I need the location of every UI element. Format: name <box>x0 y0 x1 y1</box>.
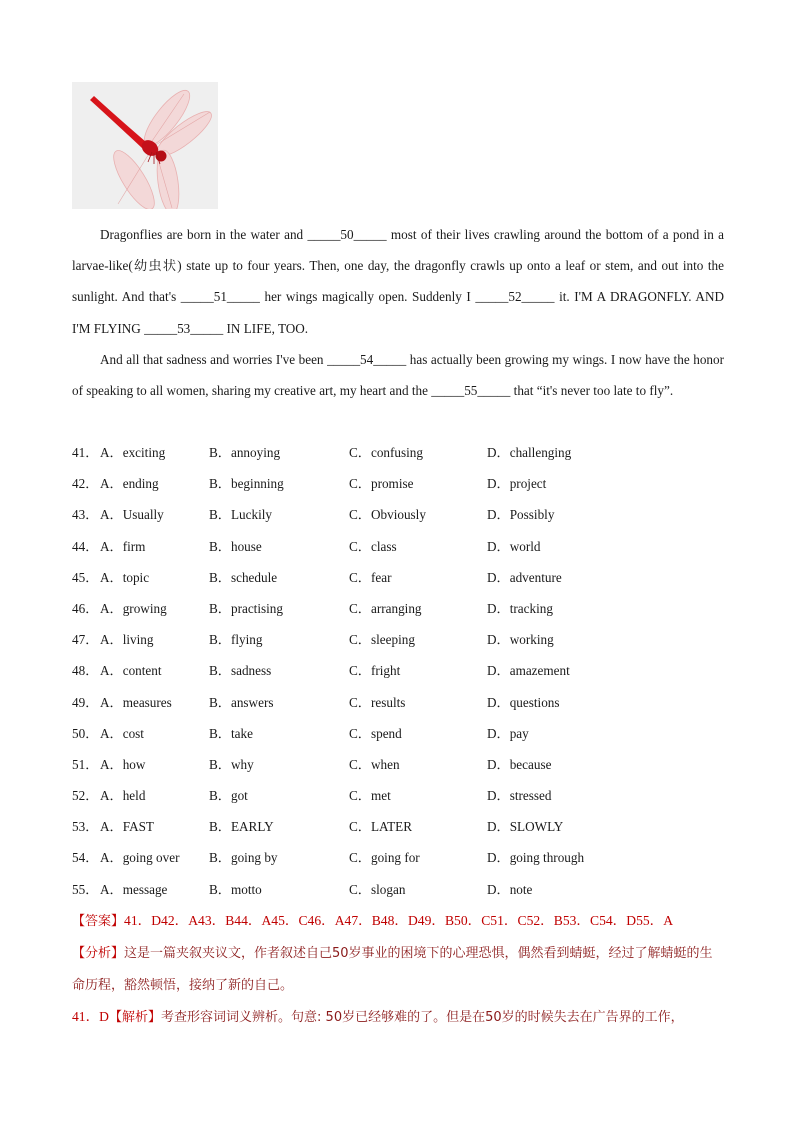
option-c: C．going for <box>349 850 420 866</box>
question-row <box>72 718 724 749</box>
option-d: D．world <box>487 538 541 554</box>
option-d: D．note <box>487 881 533 897</box>
question-row <box>72 562 724 593</box>
option-d: D．tracking <box>487 600 553 616</box>
option-b: B．sadness <box>209 663 272 679</box>
question-row <box>72 437 724 468</box>
option-b: B．flying <box>209 632 263 648</box>
option-a: A．held <box>100 788 146 804</box>
option-c: C．Obviously <box>349 507 426 523</box>
answer-line <box>72 905 724 937</box>
question-number: 48． <box>72 663 99 679</box>
option-c: C．met <box>349 788 391 804</box>
question-row <box>72 499 724 530</box>
option-c: C．promise <box>349 476 414 492</box>
question-number: 43． <box>72 507 99 523</box>
answer-section <box>72 905 724 1033</box>
question-number: 49． <box>72 694 99 710</box>
option-c: C．slogan <box>349 881 406 897</box>
question-row <box>72 811 724 842</box>
option-d: D．project <box>487 476 547 492</box>
question-number: 51． <box>72 756 99 772</box>
option-c: C．class <box>349 538 397 554</box>
analysis-paragraph <box>72 937 724 1001</box>
option-c: C．confusing <box>349 445 423 460</box>
dragonfly-illustration <box>72 82 218 209</box>
explanation-number: 41．D <box>72 1009 110 1024</box>
option-b: B．EARLY <box>209 819 274 835</box>
option-c: C．fear <box>349 569 392 585</box>
question-number: 50． <box>72 725 99 741</box>
option-b: B．motto <box>209 881 262 897</box>
passage-paragraph-2: And all that sadness and worries I've been _____54_____ has actually been growing my wings. I now have the honor of speaking to all women, sharing my creative art, my heart and the _____55_____ that “it's never too late to fly”. <box>72 351 724 399</box>
option-d: D．because <box>487 756 552 772</box>
question-row <box>72 874 724 905</box>
question-row <box>72 531 724 562</box>
option-c: C．spend <box>349 725 402 741</box>
option-b: B．take <box>209 725 253 741</box>
option-b: B．annoying <box>209 445 281 460</box>
option-d: D．SLOWLY <box>487 819 564 835</box>
option-a: A．cost <box>100 725 144 741</box>
option-d: D．pay <box>487 725 529 741</box>
question-row <box>72 593 724 624</box>
option-b: B．schedule <box>209 569 278 585</box>
dragonfly-icon <box>72 82 218 209</box>
cloze-passage <box>72 219 724 406</box>
question-row <box>72 749 724 780</box>
option-a: A．going over <box>100 850 180 866</box>
option-d: D．amazement <box>487 663 570 679</box>
question-number: 53． <box>72 819 99 835</box>
option-c: C．fright <box>349 663 401 679</box>
option-b: B．Luckily <box>209 507 273 523</box>
option-c: C．sleeping <box>349 632 415 648</box>
explanation-tag: 【解析】 <box>109 1010 162 1025</box>
option-a: A．content <box>100 663 162 679</box>
option-b: B．why <box>209 756 254 772</box>
option-d: D．going through <box>487 850 585 866</box>
option-b: B．house <box>209 538 262 554</box>
question-row <box>72 655 724 686</box>
option-b: B．answers <box>209 694 274 710</box>
question-number: 46． <box>72 600 99 616</box>
question-row <box>72 687 724 718</box>
option-b: B．going by <box>209 850 278 866</box>
option-a: A．firm <box>100 538 146 554</box>
option-c: C．when <box>349 756 400 772</box>
question-number: 55． <box>72 881 99 897</box>
option-a: A．message <box>100 881 168 897</box>
option-d: D．adventure <box>487 569 562 585</box>
question-row <box>72 624 724 655</box>
option-d: D．stressed <box>487 788 552 804</box>
option-c: C．LATER <box>349 819 413 835</box>
question-number: 45． <box>72 569 99 585</box>
option-a: A．Usually <box>100 507 164 523</box>
question-number: 47． <box>72 632 99 648</box>
option-a: A．ending <box>100 476 159 492</box>
question-row <box>72 468 724 499</box>
option-c: C．arranging <box>349 600 422 616</box>
option-a: A．growing <box>100 600 167 616</box>
option-d: D．Possibly <box>487 507 555 523</box>
option-d: D．working <box>487 632 554 648</box>
option-b: B．beginning <box>209 476 284 492</box>
question-number: 41． <box>72 445 99 460</box>
question-number: 52． <box>72 788 99 804</box>
option-a: A．exciting <box>100 445 166 460</box>
option-a: A．living <box>100 632 154 648</box>
question-row <box>72 842 724 873</box>
answer-key: 41．D42．A43．B44．A45．C46．A47．B48．D49．B50．C51．C52．B53．C54．D55．A <box>124 913 674 928</box>
answer-tag: 【答案】 <box>72 914 125 929</box>
option-b: B．practising <box>209 600 283 616</box>
option-a: A．measures <box>100 694 172 710</box>
option-a: A．FAST <box>100 819 154 835</box>
passage-paragraph-1: Dragonflies are born in the water and _____50_____ most of their lives crawling around the bottom of a pond in a larvae-like(幼虫状) state up to four years. Then, one day, the dragonfly crawls up onto a leaf or stem, and out into the sunlight. And that's _____51_____ her wings magically open. Suddenly I _____52_____ it. I'M A DRAGONFLY. AND I'M FLYING _____53_____ IN LIFE, TOO. <box>72 227 724 336</box>
explanation-text: 考查形容词词义辨析。句意: 50岁已经够难的了。但是在50岁的时候失去在广告界的工作， <box>161 1010 684 1025</box>
question-number: 42． <box>72 476 99 492</box>
question-number: 54． <box>72 850 99 866</box>
option-c: C．results <box>349 694 406 710</box>
analysis-tag: 【分析】 <box>72 946 125 961</box>
option-d: D．challenging <box>487 445 572 460</box>
question-row <box>72 780 724 811</box>
explanation-paragraph <box>72 1001 724 1033</box>
option-b: B．got <box>209 788 248 804</box>
question-number: 44． <box>72 538 99 554</box>
analysis-text: 这是一篇夹叙夹议文，作者叙述自己50岁事业的困境下的心理恐惧，偶然看到蜻蜓，经过了解蜻蜓的生命历程，豁然顿悟，接纳了新的自己。 <box>72 946 713 993</box>
option-d: D．questions <box>487 694 560 710</box>
option-a: A．topic <box>100 569 150 585</box>
option-a: A．how <box>100 756 146 772</box>
question-options-list <box>72 437 724 905</box>
